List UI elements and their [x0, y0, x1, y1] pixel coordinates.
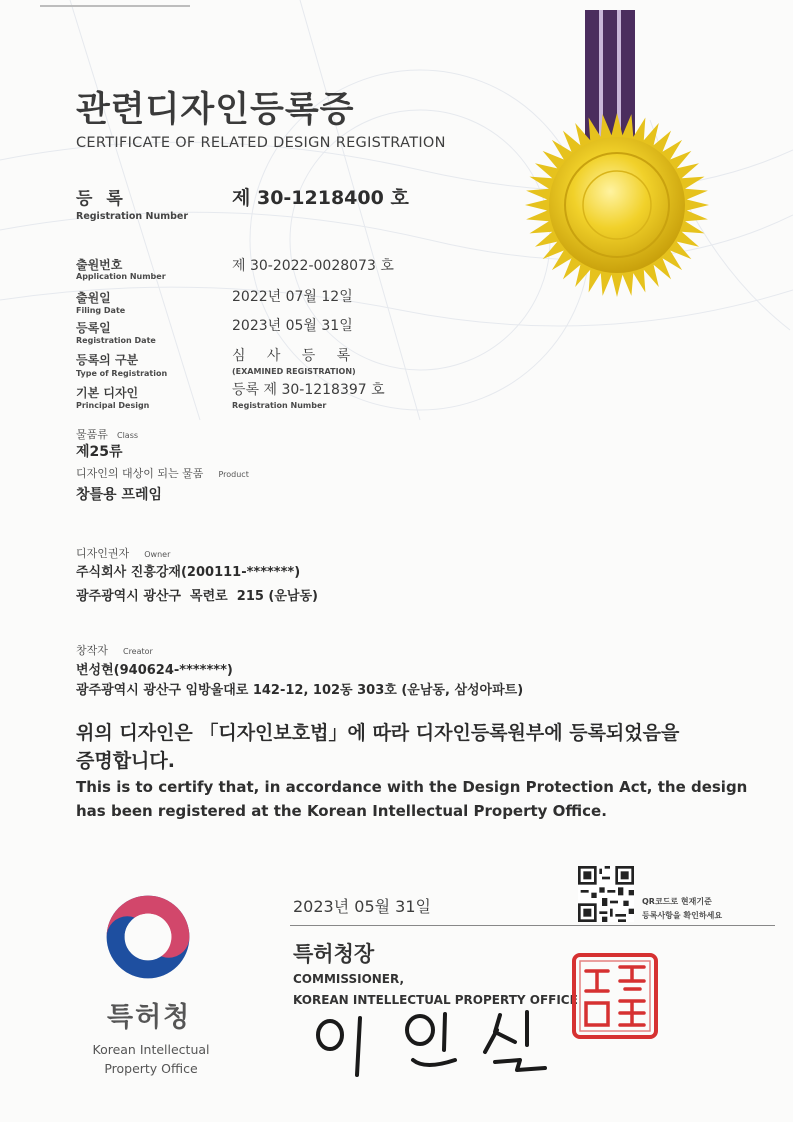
filing-label-english: Filing Date: [76, 306, 126, 315]
agency-name-english-line2: Property Office: [104, 1061, 198, 1076]
filing-label-korean: 출원일: [76, 291, 111, 305]
registration-label-korean: 등 록: [76, 189, 127, 209]
qr-instruction-line1: QR코드로 현재기준: [642, 897, 712, 906]
commissioner-title-english-line1: COMMISSIONER,: [293, 972, 405, 986]
statement-korean-line2: 증명합니다.: [76, 750, 175, 772]
creator-name: 변성현(940624-*******): [76, 663, 233, 678]
principal-design-value-english: Registration Number: [232, 401, 327, 410]
agency-name-english-line1: Korean Intellectual: [92, 1042, 210, 1057]
registration-label-english: Registration Number: [76, 211, 189, 222]
statement-english-line2: has been registered at the Korean Intellectual Property Office.: [76, 802, 607, 820]
agency-name-english: [86, 1040, 216, 1078]
creator-label: [76, 639, 153, 658]
statement-english-line1: This is to certify that, in accordance with the Design Protection Act, the design: [76, 778, 748, 796]
principal-design-label-korean: 기본 디자인: [76, 386, 139, 400]
issue-date: 2023년 05월 31일: [293, 897, 431, 916]
class-label-english: Class: [116, 431, 139, 440]
official-red-seal: [570, 951, 660, 1041]
registration-date-label-korean: 등록일: [76, 321, 111, 335]
application-number-value: 제 30-2022-0028073 호: [232, 258, 394, 274]
registration-number-value: 제 30-1218400 호: [232, 187, 409, 209]
owner-label: [76, 542, 170, 561]
owner-label-korean: 디자인권자: [76, 547, 130, 560]
certification-statement-english: [76, 775, 766, 823]
registration-type-label-english: Type of Registration: [76, 369, 168, 378]
commissioner-title-english-line2: KOREAN INTELLECTUAL PROPERTY OFFICE: [293, 993, 578, 1007]
creator-address: 광주광역시 광산구 임방울대로 142-12, 102동 303호 (운남동, 삼성아파트): [76, 683, 524, 698]
product-label-korean: 디자인의 대상이 되는 물품: [76, 467, 204, 480]
gold-seal-medal: [517, 10, 717, 310]
class-label: [76, 423, 138, 442]
application-label-english: Application Number: [76, 272, 166, 281]
filing-date-value: 2022년 07월 12일: [232, 289, 353, 305]
class-label-korean: 물품류: [76, 428, 108, 441]
footer-divider: [290, 925, 775, 926]
owner-label-english: Owner: [144, 550, 171, 559]
qr-code-icon[interactable]: [578, 866, 634, 922]
registration-date-value: 2023년 05월 31일: [232, 318, 353, 334]
creator-label-korean: 창작자: [76, 644, 108, 657]
commissioner-signature: [305, 1000, 565, 1080]
agency-name-korean: 특허청: [107, 1002, 192, 1033]
qr-instruction: [642, 895, 722, 923]
qr-instruction-line2: 등록사항을 확인하세요: [642, 911, 723, 920]
registration-date-label-english: Registration Date: [76, 336, 156, 345]
certificate-title-korean: 관련디자인등록증: [76, 90, 355, 130]
class-value: 제25류: [76, 444, 123, 460]
principal-design-label-english: Principal Design: [76, 401, 150, 410]
certification-statement-korean: [76, 719, 756, 775]
principal-design-value: 등록 제 30-1218397 호: [232, 382, 385, 398]
owner-address: 광주광역시 광산구 목련로 215 (운남동): [76, 589, 318, 604]
top-rule: [40, 5, 190, 7]
taegeuk-logo-icon: [103, 892, 193, 982]
certificate-title-english: CERTIFICATE OF RELATED DESIGN REGISTRATION: [76, 135, 446, 151]
product-label: [76, 462, 249, 481]
registration-type-value: 심 사 등 록: [232, 348, 353, 364]
owner-name: 주식회사 진흥강재(200111-*******): [76, 565, 301, 580]
statement-korean-line1: 위의 디자인은 「디자인보호법」에 따라 디자인등록원부에 등록되었음을: [76, 722, 680, 744]
registration-type-label-korean: 등록의 구분: [76, 353, 139, 367]
registration-type-value-english: (EXAMINED REGISTRATION): [232, 367, 356, 376]
application-label-korean: 출원번호: [76, 258, 123, 272]
product-value: 창틀용 프레임: [76, 487, 163, 503]
product-label-english: Product: [218, 470, 249, 479]
commissioner-title-korean: 특허청장: [293, 942, 375, 966]
creator-label-english: Creator: [122, 647, 153, 656]
